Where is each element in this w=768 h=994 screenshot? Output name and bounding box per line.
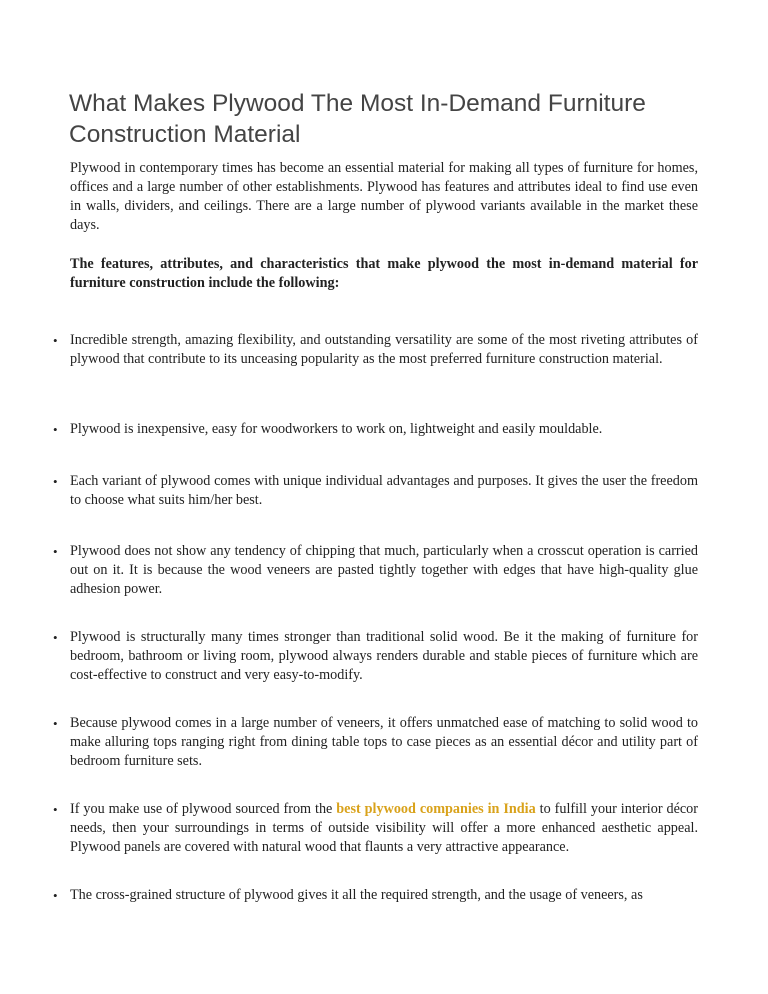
list-item (53, 472, 698, 510)
list-item-text: The cross-grained structure of plywood gives it all the required strength, and the usage of veneers, as (70, 887, 643, 903)
list-item-text: Plywood does not show any tendency of chipping that much, particularly when a crosscut operation is carried out on it. It is because the wood veneers are pasted tightly together with edges that have high-quality glue adhesion power. (70, 543, 698, 597)
list-item-text-after: to fulfill your interior décor needs, then your surroundings in terms of outside visibility will offer a more enhanced aesthetic appeal. Plywood panels are covered with natural wood that flaunts a very attractive appearance. (70, 801, 699, 855)
bullet-icon: • (53, 422, 58, 437)
lead-paragraph: The features, attributes, and characteristics that make plywood the most in-demand material for furniture construction include the following: (70, 256, 698, 291)
list-item-text: Each variant of plywood comes with unique individual advantages and purposes. It gives the user the freedom to choose what suits him/her best. (70, 473, 698, 508)
list-item-text: Incredible strength, amazing flexibility, and outstanding versatility are some of the most riveting attributes of plywood that contribute to its unceasing popularity as the most preferred furniture construction material. (70, 332, 698, 367)
bullet-icon: • (53, 888, 58, 903)
list-item (53, 628, 698, 685)
list-item-text-before: If you make use of plywood sourced from the (70, 801, 337, 817)
intro-paragraph: Plywood in contemporary times has become an essential material for making all types of furniture for homes, offices and a large number of other establishments. Plywood has features and attributes ideal to find use even in walls, dividers, and ceilings. There are a large number of plywood variants available in the market these days. (70, 160, 698, 233)
list-item (53, 420, 698, 439)
best-plywood-companies-link[interactable]: best plywood companies in India (336, 801, 536, 817)
bullet-icon: • (53, 716, 58, 731)
list-item-text: Plywood is inexpensive, easy for woodworkers to work on, lightweight and easily mouldable. (70, 421, 603, 437)
bullet-icon: • (53, 544, 58, 559)
list-item (53, 331, 698, 369)
list-item (53, 542, 698, 599)
page-title: What Makes Plywood The Most In-Demand Furniture Construction Material (69, 90, 646, 148)
bullet-icon: • (53, 333, 58, 348)
list-item-text: Because plywood comes in a large number of veneers, it offers unmatched ease of matching to solid wood to make alluring tops ranging right from dining table tops to case pieces as an essential décor and utility part of bedroom furniture sets. (70, 715, 698, 769)
list-item (53, 800, 699, 857)
list-item (53, 886, 698, 905)
list-item (53, 714, 698, 771)
bullet-icon: • (53, 474, 58, 489)
list-item-text: Plywood is structurally many times stronger than traditional solid wood. Be it the making of furniture for bedroom, bathroom or living room, plywood always renders durable and stable pieces of furniture which are cost-effective to construct and very easy-to-modify. (70, 629, 698, 683)
bullet-icon: • (53, 630, 58, 645)
bullet-icon: • (53, 802, 58, 817)
